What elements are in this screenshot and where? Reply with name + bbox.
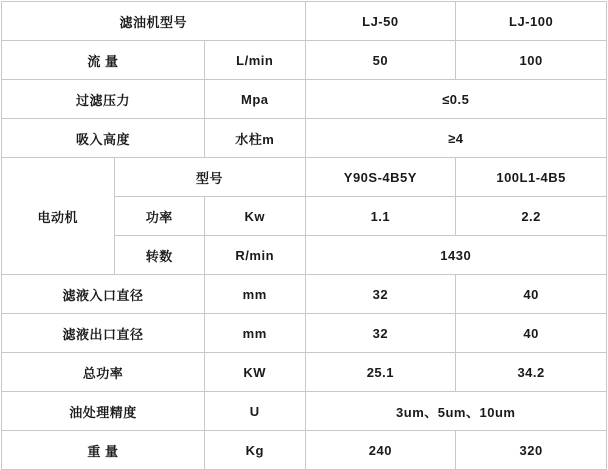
table-cell-label: 滤油机型号 — [2, 2, 306, 41]
table-cell-label: 重 量 — [2, 431, 205, 470]
table-cell-value: LJ-100 — [456, 2, 607, 41]
table-row — [2, 119, 607, 158]
table-cell-unit: KW — [204, 353, 305, 392]
table-cell-value: Y90S-4B5Y — [305, 158, 456, 197]
table-cell-label: 滤液出口直径 — [2, 314, 205, 353]
table-cell-value: 3um、5um、10um — [305, 392, 607, 431]
table-row — [2, 353, 607, 392]
table-cell-unit: L/min — [204, 41, 305, 80]
table-cell-label: 吸入高度 — [2, 119, 205, 158]
specification-table — [1, 1, 607, 470]
table-cell-value: 25.1 — [305, 353, 456, 392]
table-row — [2, 275, 607, 314]
table-cell-motor: 电动机 — [2, 158, 115, 275]
table-cell-label: 功率 — [114, 197, 204, 236]
table-cell-unit: 水柱m — [204, 119, 305, 158]
table-cell-value: 32 — [305, 275, 456, 314]
table-cell-value: 100L1-4B5 — [456, 158, 607, 197]
table-row — [2, 2, 607, 41]
table-cell-unit: U — [204, 392, 305, 431]
table-row — [2, 80, 607, 119]
table-cell-value: ≥4 — [305, 119, 607, 158]
table-row — [2, 41, 607, 80]
table-cell-label: 型号 — [114, 158, 305, 197]
table-cell-value: 40 — [456, 314, 607, 353]
table-cell-value: 1.1 — [305, 197, 456, 236]
table-cell-unit: R/min — [204, 236, 305, 275]
table-cell-value: 40 — [456, 275, 607, 314]
table-cell-unit: mm — [204, 275, 305, 314]
table-cell-unit: Mpa — [204, 80, 305, 119]
table-cell-value: 100 — [456, 41, 607, 80]
table-cell-label: 总功率 — [2, 353, 205, 392]
table-cell-label: 过滤压力 — [2, 80, 205, 119]
table-cell-label: 油处理精度 — [2, 392, 205, 431]
table-cell-value: LJ-50 — [305, 2, 456, 41]
table-row — [2, 158, 607, 197]
table-row — [2, 431, 607, 470]
table-cell-value: 1430 — [305, 236, 607, 275]
table-cell-value: ≤0.5 — [305, 80, 607, 119]
table-cell-unit: mm — [204, 314, 305, 353]
table-row — [2, 314, 607, 353]
table-cell-unit: Kg — [204, 431, 305, 470]
table-cell-value: 240 — [305, 431, 456, 470]
table-cell-label: 滤液入口直径 — [2, 275, 205, 314]
table-row — [2, 392, 607, 431]
table-cell-label: 转数 — [114, 236, 204, 275]
table-cell-value: 34.2 — [456, 353, 607, 392]
table-cell-value: 2.2 — [456, 197, 607, 236]
table-cell-unit: Kw — [204, 197, 305, 236]
table-cell-value: 320 — [456, 431, 607, 470]
specification-table-body — [2, 2, 607, 470]
table-cell-value: 32 — [305, 314, 456, 353]
table-cell-label: 流 量 — [2, 41, 205, 80]
table-cell-value: 50 — [305, 41, 456, 80]
